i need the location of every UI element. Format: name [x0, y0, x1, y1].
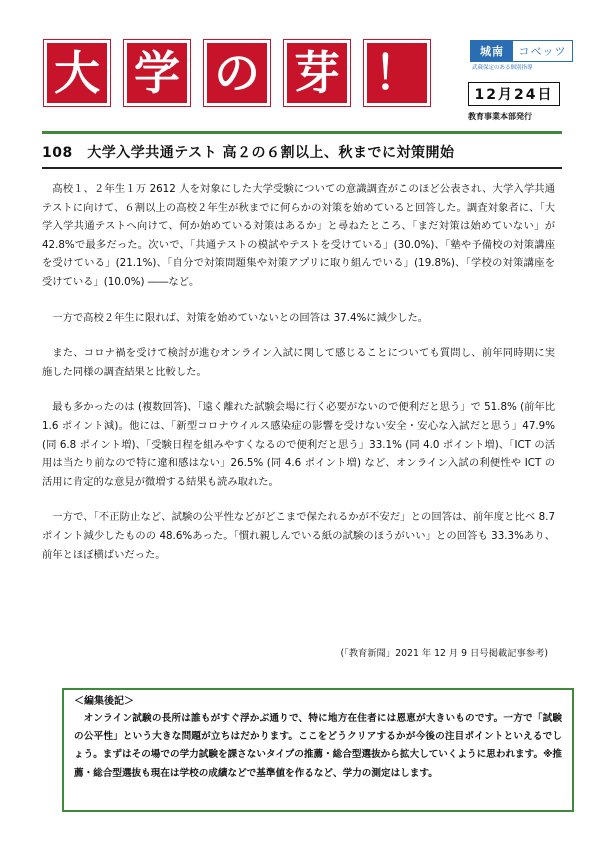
headline-top-rule [42, 131, 562, 134]
article-paragraph: 高校１、２年生１万 2612 人を対象にした大学受験についての意識調査がこのほど公表され、大学入学共通テストに向けて、６割以上の高校２年生が秋までに何らかの対策を始めていると回答した。調査対象者に、「大学入学共通テストへ向けて、何か始めている対策はあるか」と尋ねたところ、「まだ対策は始めていない」が 42.8%で最多だった。次いで、「共通テストの模試やテストを受けている」(30.0%)、「塾や予備校の対策講座を受けている」(21.1%)、「自分で対策問題集や対策アプリに取り組んでいる」(19.8%)、「学校の対策講座を受けている」(10.0%) ――など。 [42, 183, 555, 288]
masthead-char-3: の [204, 40, 270, 106]
editor-note-title: ＜編集後記＞ [74, 696, 134, 707]
headline-bottom-rule [42, 167, 562, 169]
brand-logo-part2: コベッツ [513, 41, 572, 61]
masthead-char-1: 大 [44, 40, 110, 106]
issue-date: 12月24日 [468, 82, 560, 106]
brand-logo-part1: 城南 [471, 41, 513, 61]
article-paragraph: また、コロナ禍を受けて検討が進むオンライン入試に関して感じることについても質問し、前年同時期に実施した同様の調査結果と比較した。 [42, 347, 555, 378]
source-citation: (「教育新聞」2021 年 12 月 9 日号掲載記事参考) [340, 648, 548, 659]
brand-logo [470, 40, 573, 62]
article-body [42, 180, 555, 581]
brand-tagline: 武蔵保定のある個別指導 [472, 65, 533, 71]
issuer-label: 教育事業本部発行 [468, 112, 532, 121]
editor-note-text: オンライン試験の長所は誰もがすぐ浮かぶ通りで、特に地方在住者には恩恵が大きいものです。一方で「試験の公平性」という大きな問題が立ちはだかります。ここをどうクリアするかが今後の注目ポイントといえるでしょう。まずはその場での学力試験を課さないタイプの推薦・総合型選抜から拡大していくように思われます。※推薦・総合型選抜も現在は学校の成績などで基準値を作るなど、学力の測定はします。 [74, 713, 562, 779]
masthead-char-2: 学 [124, 40, 190, 106]
article-headline: 108 大学入学共通テスト 高２の６割以上、秋までに対策開始 [42, 145, 455, 161]
editor-note-box [62, 688, 574, 812]
article-paragraph: 一方で、「不正防止など、試験の公平性などがどこまで保たれるかが不安だ」との回答は、前年度と比べ 8.7 ポイント減少したものの 48.6%あった。「慣れ親しんでいる紙の試験のほうがいい」との回答も 33.3%あり、前年とほぼ横ばいだった。 [42, 511, 555, 561]
masthead-char-4: 芽 [284, 40, 350, 106]
article-paragraph: 一方で高校２年生に限れば、対策を始めていないとの回答は 37.4%に減少した。 [52, 311, 429, 324]
masthead-char-5: ！ [364, 40, 430, 106]
article-paragraph: 最も多かったのは (複数回答)、「遠く離れた試験会場に行く必要がないので便利だと思う」で 51.8% (前年比 1.6 ポイント減)。他には、「新型コロナウイルス感染症の影響を受けない安全・安心な入試だと思う」47.9% (同 6.8 ポイント増)、「受験日程を組みやすくなるので便利だと思う」33.1% (同 4.0 ポイント増)、「ICT の活用は当たり前なので特に違和感はない」26.5% (同 4.6 ポイント増) など、オンライン入試の利便性や ICT の活用に肯定的な意見が微増する結果も読み取れた。 [42, 401, 555, 488]
